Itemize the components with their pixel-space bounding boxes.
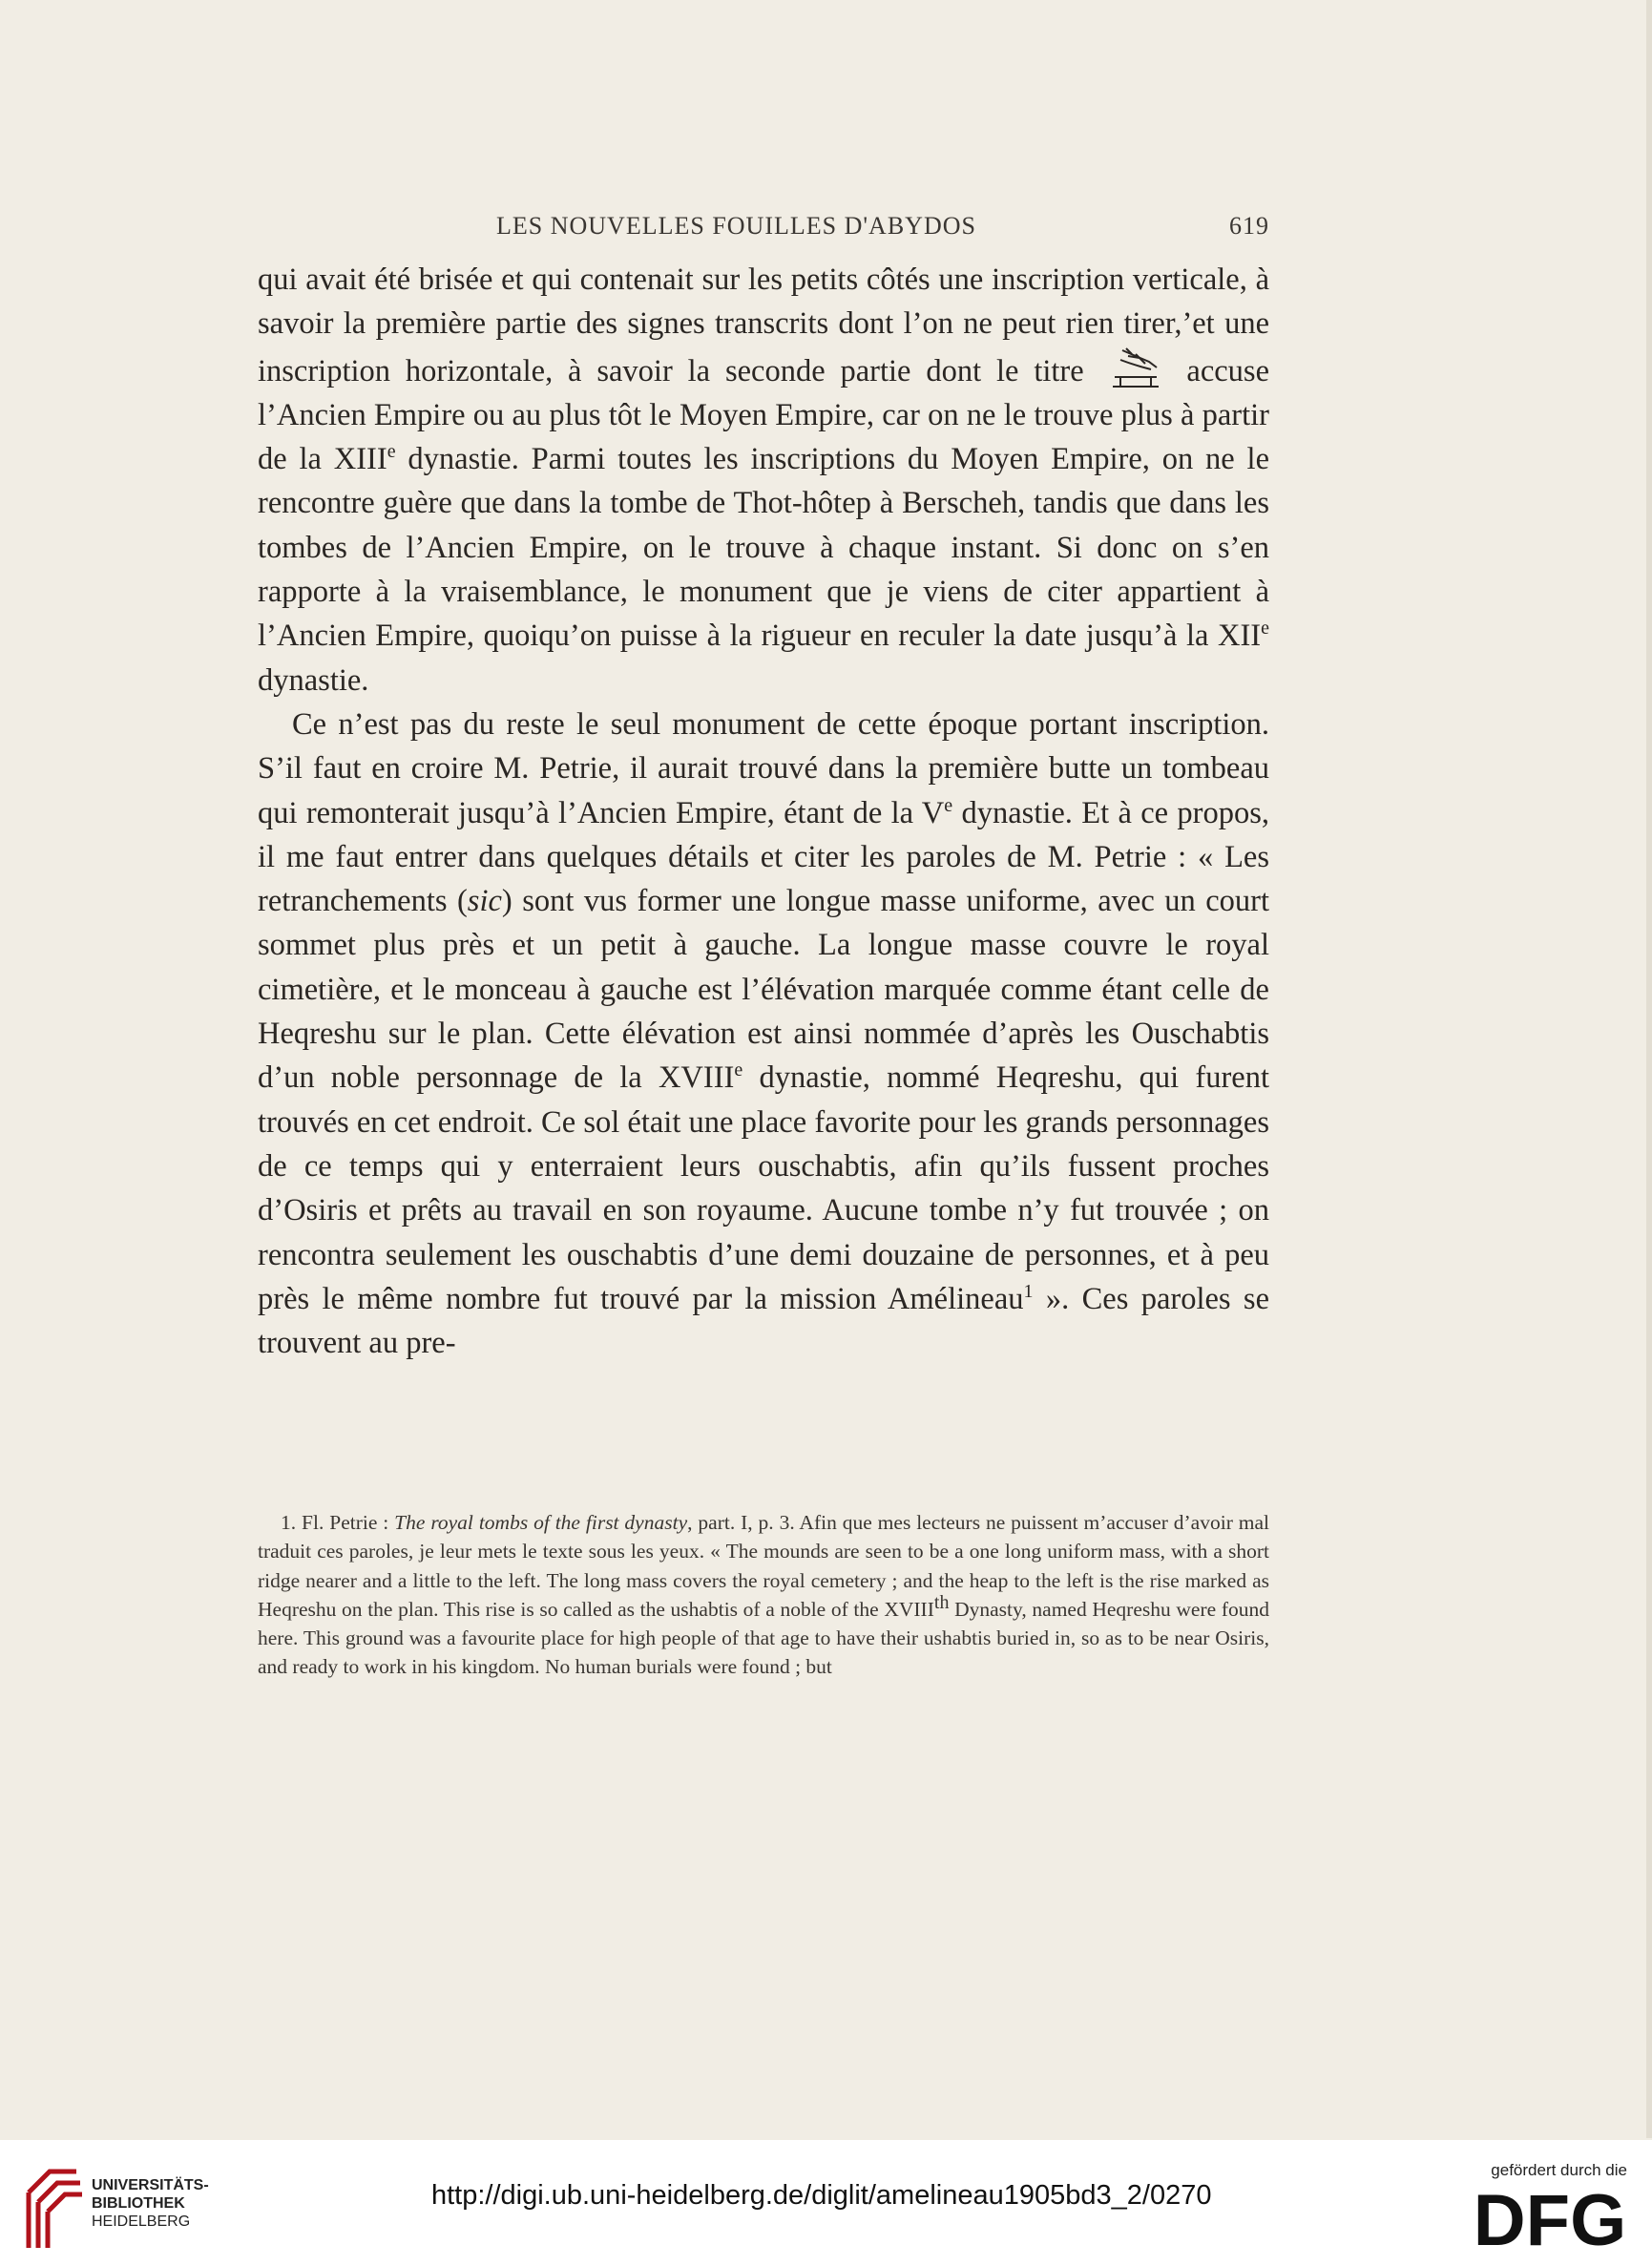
page-number: 619	[1229, 212, 1269, 240]
paragraph-1	[258, 258, 1269, 703]
superscript: e	[387, 441, 396, 463]
p1-text-a: qui avait été brisée et qui contenait sur les petits côtés une inscription verticale, à savoir la première partie des signes transcrits dont l’on ne peut rien tirer,’et une inscription horizontale, à savoir la seconde partie dont le titre	[258, 262, 1269, 388]
fn-book-title: The royal tombs of the first dynasty	[394, 1511, 688, 1534]
p1-text-c: dynastie. Parmi toutes les inscriptions du Moyen Empire, on ne le rencontre guère que dans la tombe de Thot-hôtep à Berscheh, tandis que dans les tombes de l’Ancien Empire, on le trouve à chaque instant. Si donc on s’en rapporte à la vraisemblance, le monument que je viens de citer appartient à l’Ancien Empire, quoiqu’on puisse à la rigueur en reculer la date jusqu’à la XII	[258, 442, 1269, 654]
p2-text-d: dynastie, nommé Heqreshu, qui furent trouvés en cet endroit. Ce sol était une place favorite pour les grands personnages de ce temps qui y enterraient leurs ouschabtis, afin qu’ils fussent proches d’Osiris et prêts au travail en son royaume. Aucune tombe n’y fut trouvée ; on rencontra seulement les ouschabtis d’une demi douzaine de personnes, et à peu près le même nombre fut trouvé par la mission Amélineau	[258, 1060, 1270, 1316]
superscript: e	[734, 1060, 743, 1081]
footnote-1	[258, 1508, 1269, 1682]
fn-text-b: , part. I, p. 3. Afin que mes lecteurs ne puissent m’accuser d’avoir mal traduit ces paroles, je leur mets le texte sous les yeux. « The mounds are seen to be a one long uniform mass, with a short ridge nearer and a little to the left. The long mass covers the royal cemetery ; and the heap to the left is the rise marked as Heqreshu on the plan. This rise is so called as the ushabtis of a noble of the XVIII	[258, 1511, 1269, 1621]
library-logo-icon	[21, 2164, 86, 2252]
p2-text-b: dynastie. Et à ce propos, il me faut entrer dans quelques détails et citer les paroles de M. Petrie : « Les retranchements (	[258, 795, 1269, 919]
paragraph-2	[258, 703, 1269, 1365]
main-text	[258, 258, 1269, 1365]
dfg-logo-text: DFG	[1473, 2188, 1627, 2251]
funding-label: gefördert durch die	[1491, 2161, 1627, 2179]
footnotes	[258, 1508, 1269, 1682]
library-name	[92, 2176, 209, 2231]
p1-text-b: accuse l’Ancien Empire ou au plus tôt le Moyen Empire, car on ne le trouve plus à partir de la XIII	[258, 353, 1270, 477]
fn-text-a: 1. Fl. Petrie :	[281, 1511, 395, 1534]
superscript: e	[1261, 618, 1269, 640]
library-name-line3: HEIDELBERG	[92, 2214, 191, 2230]
hieroglyph-icon	[1107, 346, 1164, 390]
fn-text-c: Dynasty, named Heqreshu were found here. This ground was a favourite place for high people of that age to have their ushabtis buried in, so as to be near Osiris, and ready to work in his kingdom. No human burials were found ; but	[258, 1597, 1269, 1679]
superscript: e	[944, 794, 953, 816]
library-name-line1: UNIVERSITÄTS-	[92, 2177, 209, 2193]
source-url-link[interactable]: http://digi.ub.uni-heidelberg.de/diglit/amelineau1905bd3_2/0270	[431, 2180, 1212, 2211]
p2-text-a: Ce n’est pas du reste le seul monument de cette époque portant inscription. S’il faut en croire M. Petrie, il aurait trouvé dans la première butte un tombeau qui remonterait jusqu’à l’Ancien Empire, étant de la V	[258, 706, 1269, 830]
sic-italic: sic	[467, 884, 502, 919]
dfg-logo-icon	[1472, 2188, 1629, 2251]
p2-text-e: ». Ces paroles se trouvent au pre-	[258, 1281, 1269, 1361]
library-name-line2: BIBLIOTHEK	[92, 2195, 185, 2212]
p2-text-c: ) sont vus former une longue masse uniforme, avec un court sommet plus près et un petit à gauche. La longue masse couvre le royal cimetière, et le monceau à gauche est l’élévation marquée comme étant celle de Heqreshu sur le plan. Cette élévation est ainsi nommée d’après les Ouschabtis d’un noble personnage de la XVIII	[258, 884, 1269, 1096]
page-edge	[1646, 0, 1652, 2138]
superscript: th	[933, 1591, 950, 1613]
digitization-footer	[0, 2140, 1652, 2266]
p1-text-d: dynastie.	[258, 662, 369, 698]
running-title: LES NOUVELLES FOUILLES D'ABYDOS	[496, 212, 976, 240]
footnote-ref: 1	[1023, 1281, 1034, 1302]
